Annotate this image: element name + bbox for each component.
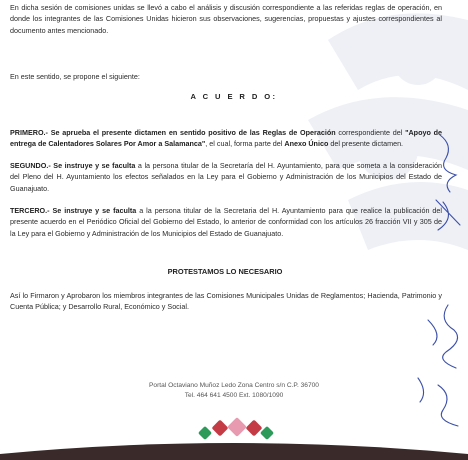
primero-label: PRIMERO.-	[10, 128, 48, 137]
primero-paragraph	[10, 127, 442, 150]
primero-annex: Anexo Único	[284, 139, 329, 149]
primero-text-2: , el cual, forma parte del	[205, 139, 285, 149]
municipal-logo	[198, 417, 274, 440]
footer-phone: Tel. 464 641 4500 Ext. 1080/1090	[184, 391, 284, 399]
closing-paragraph: Así lo Firmaron y Aprobaron los miembros integrantes de las Comisiones Municipales Unidas de Reglamentos; Hacienda, Patrimonio y Cuenta Pública; y Desarrollo Rural, Económico y Social.	[10, 291, 442, 312]
protestamos-heading: PROTESTAMOS LO NECESARIO	[167, 267, 283, 276]
signature-2	[436, 200, 460, 230]
bottom-decorative-bar	[0, 412, 468, 460]
primero-program-name: "Apoyo de entrega de Calentadores Solares Por Amor a Salamanca"	[10, 128, 443, 149]
signature-3	[443, 305, 458, 368]
tercero-label: TERCERO.-	[10, 206, 50, 215]
proposal-line: En este sentido, se propone el siguiente:	[10, 72, 140, 81]
segundo-label: SEGUNDO.-	[10, 161, 51, 170]
primero-bold-intro: Se aprueba el presente dictamen en sentido positivo de las	[47, 128, 263, 137]
primero-rules-name: Reglas de Operación	[262, 128, 336, 137]
agreement-heading: A C U E R D O:	[190, 92, 278, 101]
primero-text-3: del presente dictamen.	[328, 139, 404, 149]
segundo-paragraph	[10, 160, 442, 194]
signature-4	[428, 320, 437, 345]
primero-text: correspondiente del	[335, 128, 406, 137]
signature-1	[440, 135, 456, 192]
segundo-bold: Se instruye y se faculta	[50, 161, 136, 170]
tercero-bold: Se instruye y se faculta	[49, 206, 137, 215]
footer	[0, 381, 468, 400]
segundo-text: a la persona titular de la Secretaría del H. Ayuntamiento, para que someta a la consideración del Pleno del H. Ayuntamiento los efectos señalados en la Ley para el Gobierno y Administración de los Municipios del Estado de Guanajuato.	[10, 161, 442, 193]
signatures-margin	[398, 130, 468, 460]
tercero-text: a la persona titular de la Secretaria del H. Ayuntamiento para que realice la publicación del presente acuerdo en el Periódico Oficial del Gobierno del Estado, lo anterior de conformidad con los artículos 26 fracción VII y 305 de la Ley para el Gobierno y Administración de los Municipios del Estado de Guanajuato.	[10, 206, 442, 238]
footer-address: Portal Octaviano Muñoz Ledo Zona Centro s/n C.P. 36700	[149, 382, 319, 389]
intro-paragraph: En dicha sesión de comisiones unidas se llevó a cabo el análisis y discusión correspondiente a las referidas reglas de operación, en donde los integrantes de las Comisiones Unidas hicieron sus observaciones, sugerencias, propuestas y ajustes correspondientes al documento antes mencionado.	[10, 3, 442, 35]
tercero-paragraph	[10, 205, 442, 239]
